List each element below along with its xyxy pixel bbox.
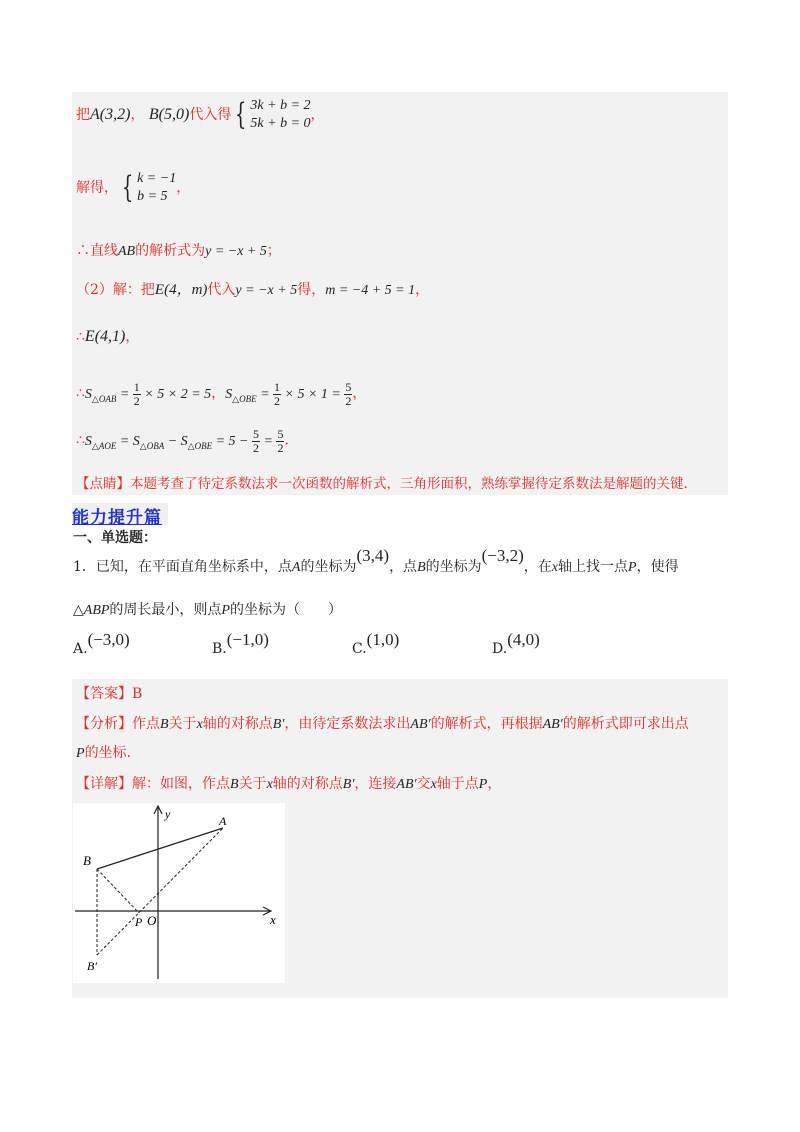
text: 代入得 — [189, 107, 232, 123]
option-label: B. — [212, 641, 227, 657]
text: ， — [125, 329, 140, 345]
text: ，使得 — [636, 559, 679, 575]
line-label: AB′ — [542, 717, 563, 732]
label-o: O — [147, 913, 157, 928]
text: ； — [266, 243, 281, 259]
option-b[interactable] — [212, 630, 269, 659]
point-e: E(4,1) — [84, 328, 126, 345]
text: ， — [352, 385, 367, 402]
point-label: P — [628, 560, 637, 575]
option-label: A. — [73, 641, 88, 657]
text: ， — [211, 385, 226, 402]
text: 轴的对称点 — [272, 776, 343, 792]
figure — [73, 803, 285, 983]
text: 的坐标为（ ） — [229, 602, 342, 618]
coord-a: (3,4) — [356, 546, 390, 565]
text: 的坐标为 — [425, 559, 482, 575]
point-label: P — [478, 777, 488, 792]
solution-line-4 — [76, 280, 429, 301]
text: 把 — [76, 107, 90, 123]
text: ， — [176, 180, 191, 196]
option-d[interactable] — [492, 630, 540, 659]
axis-label: x — [266, 777, 273, 792]
segment-bprime-a — [97, 828, 223, 955]
segment-bp — [97, 869, 139, 913]
text: ， — [415, 282, 430, 298]
text: 轴上找一点 — [558, 559, 629, 575]
text: 【详解】解：如图，作点 — [76, 776, 230, 792]
text: ，由待定系数法求出 — [284, 716, 411, 732]
axis-label: x — [551, 560, 559, 575]
point-label: B′ — [272, 717, 285, 732]
option-value: (1,0) — [366, 630, 400, 649]
section-heading: 能力提升篇 — [72, 508, 162, 528]
equation: 5k + b = 0 — [250, 116, 311, 131]
solution-line-2 — [76, 170, 190, 206]
text: 解得， — [76, 180, 118, 196]
section-heading-box — [72, 503, 168, 528]
brace-icon: { — [121, 170, 134, 205]
equation-system — [250, 97, 310, 133]
label-p: P — [135, 915, 143, 929]
option-c[interactable] — [352, 630, 400, 659]
option-value: (−3,0) — [87, 630, 130, 649]
point-label: B — [417, 560, 426, 575]
point-e: E(4，m) — [154, 282, 208, 298]
area-obe: $S_{\triangle OBE}$ = $\frac{1}{2}$ × 5 × 1 = $\frac{5}{2}$ — [225, 380, 352, 408]
analysis-line-1 — [76, 714, 689, 735]
option-value: (−1,0) — [226, 630, 269, 649]
text: 交 — [416, 776, 431, 792]
text: 【分析】作点 — [76, 716, 160, 732]
text: 轴的对称点 — [202, 716, 273, 732]
solution-line-1 — [76, 97, 325, 133]
text: 的坐标为 — [300, 559, 357, 575]
line-label: AB′ — [410, 717, 431, 732]
text: 的解析式为 — [135, 243, 206, 259]
point-label: B — [230, 777, 239, 792]
label-y: y — [165, 807, 171, 821]
area-oab: $S_{\triangle OAB}$ = $\frac{1}{2}$ × 5 × 2 = 5 — [84, 380, 212, 408]
expression: y = −x + 5 — [205, 244, 267, 259]
option-value: (4,0) — [507, 630, 540, 649]
answer-line: 【答案】B — [76, 686, 143, 702]
text: ，点 — [389, 559, 418, 575]
expression: y = −x + 5 — [235, 283, 298, 298]
label-x: x — [270, 912, 276, 927]
text: 的周长最小，则点 — [109, 602, 222, 618]
label-b: B — [83, 853, 91, 868]
detail-line — [76, 774, 501, 795]
label-bprime: B′ — [87, 959, 97, 973]
analysis-line-2 — [76, 743, 131, 764]
segment-ba — [97, 828, 223, 869]
text: 的解析式即可求出点 — [562, 716, 689, 732]
text: ，在 — [523, 559, 552, 575]
coord-b: (−3,2) — [481, 546, 524, 565]
text: ． — [284, 432, 299, 449]
point-a: A(3,2) — [90, 106, 131, 123]
question-line-1 — [73, 546, 679, 578]
equation-system — [137, 170, 176, 206]
question-line-2 — [73, 600, 342, 621]
text: 关于 — [168, 716, 197, 732]
coordinate-figure — [73, 803, 285, 983]
equation: 3k + b = 2 — [250, 98, 311, 113]
option-label: D. — [492, 641, 508, 657]
point-label: A — [291, 560, 301, 575]
text: ∴ — [76, 432, 85, 449]
option-label: C. — [352, 641, 367, 657]
solution-line-6 — [76, 381, 366, 409]
brace-icon: { — [235, 97, 247, 132]
expression: m = −4 + 5 = 1 — [325, 283, 416, 298]
solution-line-5 — [76, 327, 139, 347]
point-b: B(5,0) — [148, 106, 190, 123]
sub-heading: 一、单选题： — [73, 530, 157, 546]
axis-label: x — [196, 717, 203, 732]
line-ab: AB — [118, 244, 136, 259]
text: 关于 — [238, 776, 267, 792]
label-a: A — [219, 814, 227, 828]
text: 的坐标. — [84, 745, 132, 761]
option-a[interactable] — [73, 630, 130, 659]
point-label: B′ — [342, 777, 355, 792]
point-label: P — [76, 746, 85, 761]
text: 代入 — [207, 282, 236, 298]
equation: k = −1 — [137, 171, 177, 186]
text: 轴于点 — [436, 776, 479, 792]
area-aoe: $S_{\triangle AOE} = S_{\triangle OBA} - S_{\triangle OBE} = 5$ − $\frac{5}{2}$ = $\frac{5}{2}$ — [84, 427, 284, 455]
solution-line-7 — [76, 428, 298, 456]
text: ，连接 — [354, 776, 397, 792]
point-label: P — [221, 603, 230, 618]
point-label: B — [160, 717, 169, 732]
text: 得， — [297, 282, 326, 298]
equation: b = 5 — [137, 189, 168, 204]
text: ， — [130, 107, 145, 123]
text: ∴直线 — [76, 243, 118, 259]
text: 1．已知，在平面直角坐标系中，点 — [73, 559, 292, 575]
text: ∴ — [76, 385, 85, 402]
axis-label: x — [430, 777, 437, 792]
line-label: AB′ — [396, 777, 417, 792]
text: ， — [310, 107, 325, 123]
value: = 5 — [191, 386, 212, 402]
comment-line: 【点睛】本题考查了待定系数法求一次函数的解析式，三角形面积，熟练掌握待定系数法是解题的关键. — [76, 476, 688, 492]
triangle-abp: △ABP — [73, 603, 110, 618]
text: 的解析式，再根据 — [430, 716, 543, 732]
text: ， — [487, 776, 502, 792]
solution-line-3 — [76, 241, 281, 262]
text: ∴ — [76, 329, 85, 345]
text: （2）解：把 — [76, 282, 155, 298]
